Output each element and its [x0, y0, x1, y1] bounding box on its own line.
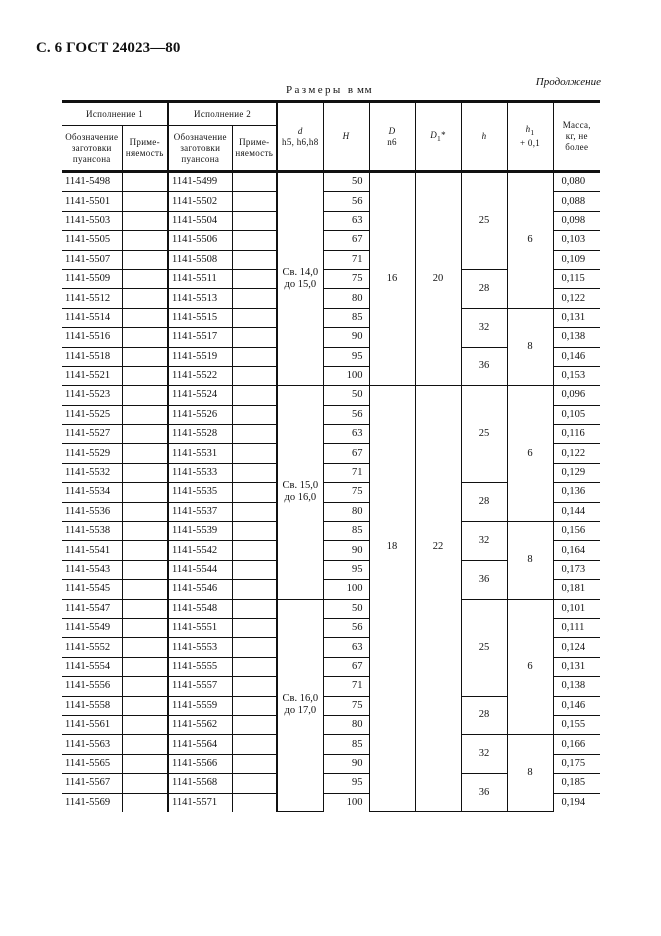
applicability-2-cell — [232, 328, 277, 347]
h1-cell: 8 — [507, 522, 553, 600]
designation-1-cell: 1141-5545 — [62, 580, 122, 599]
designation-line3: пуансона — [72, 153, 111, 164]
designation-1-cell: 1141-5541 — [62, 541, 122, 560]
designation-2-cell: 1141-5517 — [168, 328, 232, 347]
applicability-1-cell — [122, 483, 168, 502]
table-row — [62, 308, 600, 327]
applicability-1-cell — [122, 580, 168, 599]
designation-1-cell: 1141-5514 — [62, 308, 122, 327]
H-cell: 85 — [323, 308, 369, 327]
applicability-2-cell — [232, 289, 277, 308]
mass-cell: 0,146 — [553, 696, 600, 715]
applicability-1-cell — [122, 172, 168, 192]
applicability-2-cell — [232, 599, 277, 618]
applicability-1-cell — [122, 793, 168, 812]
designation-1-cell: 1141-5552 — [62, 638, 122, 657]
h-cell: 25 — [461, 172, 507, 270]
designation-2-cell: 1141-5571 — [168, 793, 232, 812]
applicability-1-cell — [122, 715, 168, 734]
d-range-cell — [277, 386, 323, 599]
applicability-2-cell — [232, 172, 277, 192]
applicability-line2: няемость — [125, 148, 164, 158]
designation-2-cell: 1141-5533 — [168, 463, 232, 482]
designation-1-cell: 1141-5523 — [62, 386, 122, 405]
designation-2-cell: 1141-5506 — [168, 231, 232, 250]
designation-1-cell: 1141-5498 — [62, 172, 122, 192]
designation-1-cell: 1141-5527 — [62, 425, 122, 444]
applicability-1-cell — [122, 269, 168, 288]
mass-cell: 0,088 — [553, 192, 600, 211]
designation-2-cell: 1141-5524 — [168, 386, 232, 405]
mass-cell: 0,194 — [553, 793, 600, 812]
mass-cell: 0,101 — [553, 599, 600, 618]
designation-1-cell: 1141-5547 — [62, 599, 122, 618]
designation-2-cell: 1141-5502 — [168, 192, 232, 211]
applicability-2-cell — [232, 425, 277, 444]
applicability-2-cell — [232, 522, 277, 541]
applicability-1-cell — [122, 599, 168, 618]
designation-1-cell: 1141-5516 — [62, 328, 122, 347]
h-cell: 36 — [461, 347, 507, 386]
d-range-to: до 17,0 — [284, 705, 317, 717]
designation-1-cell: 1141-5558 — [62, 696, 122, 715]
d-range-cell — [277, 599, 323, 812]
designation-1-cell: 1141-5505 — [62, 231, 122, 250]
table-body — [62, 172, 600, 812]
H-cell: 100 — [323, 580, 369, 599]
mass-cell: 0,146 — [553, 347, 600, 366]
applicability-2-cell — [232, 754, 277, 773]
mass-cell: 0,115 — [553, 269, 600, 288]
applicability-1-cell — [122, 502, 168, 521]
D1-symbol: D — [430, 129, 437, 140]
H-cell: 67 — [323, 444, 369, 463]
applicability-2-cell — [232, 366, 277, 385]
designation-1-cell: 1141-5525 — [62, 405, 122, 424]
h-cell: 28 — [461, 483, 507, 522]
h1-cell: 6 — [507, 386, 553, 522]
applicability-line1: Приме- — [129, 137, 160, 147]
applicability-1-cell — [122, 657, 168, 676]
designation-2-cell: 1141-5548 — [168, 599, 232, 618]
continuation-label: Продолжение — [535, 76, 601, 88]
designation-1-cell: 1141-5556 — [62, 677, 122, 696]
designation-1-cell: 1141-5512 — [62, 289, 122, 308]
applicability-2-cell — [232, 618, 277, 637]
designation-2-cell: 1141-5566 — [168, 754, 232, 773]
page-title: С. 6 ГОСТ 24023—80 — [36, 40, 181, 56]
H-cell: 67 — [323, 231, 369, 250]
applicability-line1: Приме- — [239, 137, 270, 147]
header-execution-1: Исполнение 1 — [62, 102, 168, 126]
h-symbol: h — [481, 131, 487, 141]
designation-1-cell: 1141-5501 — [62, 192, 122, 211]
applicability-2-cell — [232, 308, 277, 327]
H-cell: 85 — [323, 522, 369, 541]
H-cell: 56 — [323, 405, 369, 424]
applicability-2-cell — [232, 231, 277, 250]
designation-2-cell: 1141-5513 — [168, 289, 232, 308]
mass-cell: 0,173 — [553, 560, 600, 579]
table-row — [62, 599, 600, 618]
designation-1-cell: 1141-5565 — [62, 754, 122, 773]
applicability-1-cell — [122, 754, 168, 773]
mass-cell: 0,166 — [553, 735, 600, 754]
applicability-1-cell — [122, 347, 168, 366]
applicability-1-cell — [122, 289, 168, 308]
designation-2-cell: 1141-5562 — [168, 715, 232, 734]
h-cell: 28 — [461, 696, 507, 735]
designation-1-cell: 1141-5561 — [62, 715, 122, 734]
designation-1-cell: 1141-5532 — [62, 463, 122, 482]
mass-line3: более — [565, 142, 589, 152]
designation-2-cell: 1141-5539 — [168, 522, 232, 541]
applicability-1-cell — [122, 386, 168, 405]
designation-2-cell: 1141-5528 — [168, 425, 232, 444]
H-cell: 95 — [323, 560, 369, 579]
applicability-2-cell — [232, 502, 277, 521]
mass-line1: Масса, — [562, 120, 591, 130]
designation-2-cell: 1141-5551 — [168, 618, 232, 637]
designation-1-cell: 1141-5543 — [62, 560, 122, 579]
applicability-1-cell — [122, 735, 168, 754]
mass-cell: 0,109 — [553, 250, 600, 269]
designation-2-cell: 1141-5531 — [168, 444, 232, 463]
mass-cell: 0,098 — [553, 211, 600, 230]
applicability-line2: няемость — [235, 148, 274, 158]
designation-1-cell: 1141-5569 — [62, 793, 122, 812]
H-cell: 71 — [323, 463, 369, 482]
applicability-2-cell — [232, 250, 277, 269]
header-applicability-2 — [232, 126, 277, 172]
designation-2-cell: 1141-5544 — [168, 560, 232, 579]
H-cell: 50 — [323, 172, 369, 192]
mass-cell: 0,153 — [553, 366, 600, 385]
D1-sub: 1 — [437, 133, 442, 143]
H-cell: 90 — [323, 541, 369, 560]
mass-cell: 0,181 — [553, 580, 600, 599]
designation-2-cell: 1141-5508 — [168, 250, 232, 269]
H-symbol: H — [342, 131, 350, 141]
applicability-1-cell — [122, 425, 168, 444]
h1-sub: 1 — [530, 127, 535, 137]
h-cell: 25 — [461, 386, 507, 483]
designation-2-cell: 1141-5504 — [168, 211, 232, 230]
table-row — [62, 735, 600, 754]
designation-2-cell: 1141-5553 — [168, 638, 232, 657]
mass-cell: 0,131 — [553, 308, 600, 327]
designation-line2: заготовки — [71, 142, 112, 153]
caption-unit: в мм — [347, 84, 373, 96]
designation-2-cell: 1141-5515 — [168, 308, 232, 327]
table-row — [62, 522, 600, 541]
header-designation-2 — [168, 126, 232, 172]
applicability-2-cell — [232, 657, 277, 676]
H-cell: 80 — [323, 715, 369, 734]
applicability-2-cell — [232, 677, 277, 696]
D-symbol: D — [388, 125, 396, 136]
h1-cell: 8 — [507, 735, 553, 812]
applicability-2-cell — [232, 386, 277, 405]
mass-line2: кг, не — [565, 131, 588, 141]
D-tolerance: n6 — [387, 136, 397, 147]
designation-1-cell: 1141-5509 — [62, 269, 122, 288]
H-cell: 85 — [323, 735, 369, 754]
applicability-2-cell — [232, 774, 277, 793]
D1-cell: 20 — [415, 172, 461, 386]
designation-2-cell: 1141-5499 — [168, 172, 232, 192]
caption-main: Размеры — [286, 84, 343, 96]
designation-1-cell: 1141-5563 — [62, 735, 122, 754]
applicability-1-cell — [122, 618, 168, 637]
D1-cell: 22 — [415, 386, 461, 812]
table-row — [62, 172, 600, 192]
H-cell: 50 — [323, 599, 369, 618]
designation-2-cell: 1141-5522 — [168, 366, 232, 385]
H-cell: 56 — [323, 192, 369, 211]
applicability-1-cell — [122, 308, 168, 327]
H-cell: 50 — [323, 386, 369, 405]
H-cell: 67 — [323, 657, 369, 676]
mass-cell: 0,116 — [553, 425, 600, 444]
H-cell: 75 — [323, 696, 369, 715]
H-cell: 80 — [323, 502, 369, 521]
mass-cell: 0,122 — [553, 444, 600, 463]
H-cell: 63 — [323, 211, 369, 230]
table-row — [62, 386, 600, 405]
applicability-1-cell — [122, 444, 168, 463]
applicability-2-cell — [232, 347, 277, 366]
h-cell: 28 — [461, 269, 507, 308]
header-designation-1 — [62, 126, 122, 172]
mass-cell: 0,144 — [553, 502, 600, 521]
h-cell: 32 — [461, 735, 507, 774]
mass-cell: 0,138 — [553, 677, 600, 696]
applicability-2-cell — [232, 269, 277, 288]
mass-cell: 0,138 — [553, 328, 600, 347]
designation-line1: Обозначение — [173, 131, 227, 142]
applicability-1-cell — [122, 463, 168, 482]
header-d — [277, 102, 323, 172]
h-cell: 32 — [461, 522, 507, 561]
h1-tolerance: + 0,1 — [519, 137, 541, 148]
designation-2-cell: 1141-5519 — [168, 347, 232, 366]
D-cell: 18 — [369, 386, 415, 812]
applicability-1-cell — [122, 638, 168, 657]
applicability-1-cell — [122, 560, 168, 579]
dimensions-table — [62, 100, 600, 812]
d-range-from: Св. 15,0 — [282, 480, 319, 492]
dimensions-caption — [286, 84, 372, 96]
d-range-from: Св. 16,0 — [282, 693, 319, 705]
designation-line3: пуансона — [181, 153, 220, 164]
applicability-1-cell — [122, 522, 168, 541]
designation-1-cell: 1141-5549 — [62, 618, 122, 637]
H-cell: 90 — [323, 754, 369, 773]
applicability-2-cell — [232, 638, 277, 657]
d-range-from: Св. 14,0 — [282, 267, 319, 279]
mass-cell: 0,124 — [553, 638, 600, 657]
header-h1 — [507, 102, 553, 172]
header-H — [323, 102, 369, 172]
mass-cell: 0,131 — [553, 657, 600, 676]
applicability-2-cell — [232, 483, 277, 502]
H-cell: 100 — [323, 366, 369, 385]
H-cell: 63 — [323, 638, 369, 657]
applicability-2-cell — [232, 696, 277, 715]
designation-2-cell: 1141-5542 — [168, 541, 232, 560]
d-range-to: до 16,0 — [284, 492, 317, 504]
mass-cell: 0,155 — [553, 715, 600, 734]
mass-cell: 0,122 — [553, 289, 600, 308]
mass-cell: 0,105 — [553, 405, 600, 424]
designation-1-cell: 1141-5538 — [62, 522, 122, 541]
mass-cell: 0,129 — [553, 463, 600, 482]
d-tolerance: h5, h6,h8 — [282, 136, 319, 147]
mass-cell: 0,164 — [553, 541, 600, 560]
d-symbol: d — [297, 125, 303, 136]
applicability-2-cell — [232, 444, 277, 463]
applicability-1-cell — [122, 696, 168, 715]
header-applicability-1 — [122, 126, 168, 172]
h1-cell: 6 — [507, 172, 553, 309]
designation-2-cell: 1141-5535 — [168, 483, 232, 502]
H-cell: 90 — [323, 328, 369, 347]
mass-cell: 0,103 — [553, 231, 600, 250]
designation-2-cell: 1141-5511 — [168, 269, 232, 288]
applicability-2-cell — [232, 793, 277, 812]
header-D — [369, 102, 415, 172]
applicability-1-cell — [122, 250, 168, 269]
applicability-2-cell — [232, 211, 277, 230]
designation-line1: Обозначение — [65, 131, 119, 142]
H-cell: 95 — [323, 347, 369, 366]
applicability-2-cell — [232, 580, 277, 599]
applicability-2-cell — [232, 463, 277, 482]
header-mass — [553, 102, 600, 172]
d-range-to: до 15,0 — [284, 279, 317, 291]
applicability-1-cell — [122, 677, 168, 696]
header-execution-2: Исполнение 2 — [168, 102, 277, 126]
designation-1-cell: 1141-5536 — [62, 502, 122, 521]
applicability-2-cell — [232, 405, 277, 424]
H-cell: 100 — [323, 793, 369, 812]
designation-1-cell: 1141-5503 — [62, 211, 122, 230]
applicability-2-cell — [232, 560, 277, 579]
mass-cell: 0,096 — [553, 386, 600, 405]
h-cell: 25 — [461, 599, 507, 696]
applicability-2-cell — [232, 541, 277, 560]
H-cell: 95 — [323, 774, 369, 793]
applicability-2-cell — [232, 735, 277, 754]
h-cell: 32 — [461, 308, 507, 347]
designation-1-cell: 1141-5554 — [62, 657, 122, 676]
h1-cell: 6 — [507, 599, 553, 735]
designation-2-cell: 1141-5557 — [168, 677, 232, 696]
H-cell: 71 — [323, 677, 369, 696]
designation-1-cell: 1141-5521 — [62, 366, 122, 385]
designation-line2: заготовки — [180, 142, 221, 153]
applicability-1-cell — [122, 328, 168, 347]
applicability-1-cell — [122, 366, 168, 385]
H-cell: 71 — [323, 250, 369, 269]
d-range-cell — [277, 172, 323, 386]
designation-2-cell: 1141-5564 — [168, 735, 232, 754]
mass-cell: 0,156 — [553, 522, 600, 541]
H-cell: 56 — [323, 618, 369, 637]
H-cell: 80 — [323, 289, 369, 308]
designation-1-cell: 1141-5567 — [62, 774, 122, 793]
H-cell: 75 — [323, 483, 369, 502]
header-D1 — [415, 102, 461, 172]
h-cell: 36 — [461, 774, 507, 812]
h1-cell: 8 — [507, 308, 553, 386]
D-cell: 16 — [369, 172, 415, 386]
designation-1-cell: 1141-5507 — [62, 250, 122, 269]
table-header — [62, 102, 600, 172]
D1-mark: * — [441, 129, 446, 140]
designation-2-cell: 1141-5559 — [168, 696, 232, 715]
mass-cell: 0,185 — [553, 774, 600, 793]
H-cell: 75 — [323, 269, 369, 288]
designation-2-cell: 1141-5526 — [168, 405, 232, 424]
applicability-2-cell — [232, 715, 277, 734]
applicability-1-cell — [122, 231, 168, 250]
header-h — [461, 102, 507, 172]
designation-1-cell: 1141-5529 — [62, 444, 122, 463]
applicability-1-cell — [122, 192, 168, 211]
h-cell: 36 — [461, 560, 507, 599]
applicability-1-cell — [122, 541, 168, 560]
mass-cell: 0,175 — [553, 754, 600, 773]
designation-2-cell: 1141-5568 — [168, 774, 232, 793]
applicability-1-cell — [122, 405, 168, 424]
applicability-1-cell — [122, 211, 168, 230]
designation-2-cell: 1141-5546 — [168, 580, 232, 599]
designation-2-cell: 1141-5555 — [168, 657, 232, 676]
h1-symbol: h — [525, 124, 531, 135]
applicability-2-cell — [232, 192, 277, 211]
designation-1-cell: 1141-5518 — [62, 347, 122, 366]
designation-2-cell: 1141-5537 — [168, 502, 232, 521]
mass-cell: 0,136 — [553, 483, 600, 502]
mass-cell: 0,080 — [553, 172, 600, 192]
designation-1-cell: 1141-5534 — [62, 483, 122, 502]
mass-cell: 0,111 — [553, 618, 600, 637]
H-cell: 63 — [323, 425, 369, 444]
applicability-1-cell — [122, 774, 168, 793]
